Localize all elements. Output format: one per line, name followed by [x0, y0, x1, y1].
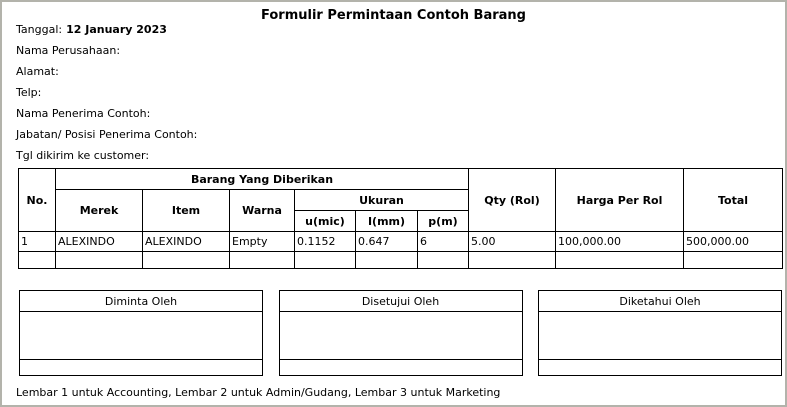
field-alamat-label: Alamat: — [16, 65, 59, 78]
col-header-no: No. — [19, 169, 56, 232]
cell-qty — [469, 252, 556, 269]
col-header-warna: Warna — [230, 190, 295, 232]
field-tgl-dikirim-label: Tgl dikirim ke customer: — [16, 149, 150, 162]
cell-harga: 100,000.00 — [556, 232, 684, 252]
cell-merek: ALEXINDO — [56, 232, 143, 252]
signature-box-diketahui — [538, 290, 782, 376]
cell-p-m — [418, 252, 469, 269]
field-telp — [16, 82, 201, 103]
cell-i-mm: 0.647 — [356, 232, 418, 252]
signature-title: Diminta Oleh — [20, 291, 262, 312]
field-telp-label: Telp: — [16, 86, 42, 99]
cell-u-mic — [295, 252, 356, 269]
signature-name-row — [20, 360, 262, 375]
footer-note: Lembar 1 untuk Accounting, Lembar 2 untuk Admin/Gudang, Lembar 3 untuk Marketing — [16, 386, 501, 399]
field-tanggal — [16, 19, 201, 40]
cell-harga — [556, 252, 684, 269]
signature-title: Diketahui Oleh — [539, 291, 781, 312]
col-header-total: Total — [684, 169, 783, 232]
table-row — [19, 252, 783, 269]
cell-u-mic: 0.1152 — [295, 232, 356, 252]
col-header-ukuran: Ukuran — [295, 190, 469, 211]
field-jabatan — [16, 124, 201, 145]
cell-item: ALEXINDO — [143, 232, 230, 252]
field-tgl-dikirim — [16, 145, 201, 166]
field-nama-penerima — [16, 103, 201, 124]
cell-qty: 5.00 — [469, 232, 556, 252]
col-header-u-mic: u(mic) — [295, 211, 356, 232]
field-jabatan-label: Jabatan/ Posisi Penerima Contoh: — [16, 128, 198, 141]
cell-i-mm — [356, 252, 418, 269]
cell-no — [19, 252, 56, 269]
form-title: Formulir Permintaan Contoh Barang — [261, 8, 526, 23]
signature-name-row — [539, 360, 781, 375]
field-alamat — [16, 61, 201, 82]
signature-space — [20, 312, 262, 360]
field-nama-perusahaan — [16, 40, 201, 61]
signature-section — [19, 290, 782, 376]
signature-box-diminta — [19, 290, 263, 376]
field-tanggal-label: Tanggal: — [16, 23, 63, 36]
cell-total — [684, 252, 783, 269]
signature-title: Disetujui Oleh — [280, 291, 522, 312]
signature-space — [539, 312, 781, 360]
signature-box-disetujui — [279, 290, 523, 376]
field-tanggal-value: 12 January 2023 — [66, 23, 167, 36]
cell-warna: Empty — [230, 232, 295, 252]
col-header-merek: Merek — [56, 190, 143, 232]
col-header-p-m: p(m) — [418, 211, 469, 232]
cell-total: 500,000.00 — [684, 232, 783, 252]
cell-p-m: 6 — [418, 232, 469, 252]
signature-space — [280, 312, 522, 360]
col-header-i-mm: I(mm) — [356, 211, 418, 232]
cell-no: 1 — [19, 232, 56, 252]
cell-warna — [230, 252, 295, 269]
items-table — [18, 168, 783, 269]
cell-merek — [56, 252, 143, 269]
cell-item — [143, 252, 230, 269]
col-header-harga: Harga Per Rol — [556, 169, 684, 232]
col-header-qty: Qty (Rol) — [469, 169, 556, 232]
col-header-group: Barang Yang Diberikan — [56, 169, 469, 190]
table-row — [19, 232, 783, 252]
signature-name-row — [280, 360, 522, 375]
header-fields — [16, 19, 201, 166]
field-nama-penerima-label: Nama Penerima Contoh: — [16, 107, 151, 120]
col-header-item: Item — [143, 190, 230, 232]
field-nama-perusahaan-label: Nama Perusahaan: — [16, 44, 121, 57]
